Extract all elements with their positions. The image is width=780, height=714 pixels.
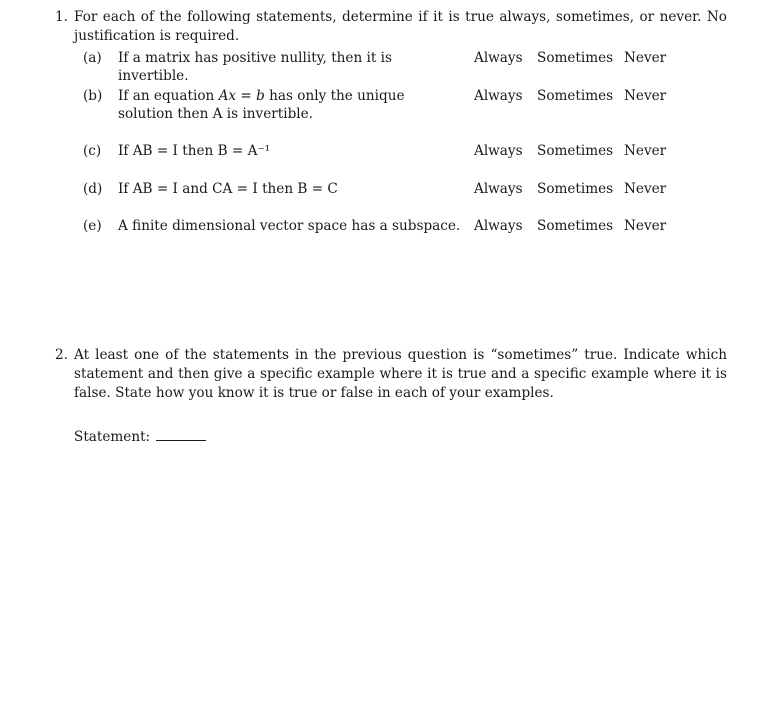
option-never[interactable]: Never <box>624 88 667 104</box>
part-statement: If a matrix has positive nullity, then it is invertible. <box>118 50 392 84</box>
statement-line <box>74 427 206 445</box>
question-2 <box>55 346 727 403</box>
statement-blank[interactable] <box>156 427 206 441</box>
option-never[interactable]: Never <box>624 143 667 159</box>
option-sometimes[interactable]: Sometimes <box>537 218 614 234</box>
statement-math: Ax = b <box>218 88 265 104</box>
part-label: (c) <box>83 143 102 159</box>
part-label: (b) <box>83 88 103 104</box>
option-always[interactable]: Always <box>474 88 523 104</box>
question-2-text: At least one of the statements in the previous question is “sometimes” true. Indicate which statement and then give a specific example where it is true and a specific example where it is false. State how you know it is true or false in each of your examples. <box>74 347 727 401</box>
question-1-text: For each of the following statements, determine if it is true always, sometimes, or never. No justification is required. <box>74 9 727 44</box>
statement-pre: If an equation <box>118 88 219 104</box>
option-always[interactable]: Always <box>474 218 523 234</box>
part-statement <box>118 87 463 123</box>
option-always[interactable]: Always <box>474 181 523 197</box>
option-never[interactable]: Never <box>624 50 667 66</box>
option-sometimes[interactable]: Sometimes <box>537 143 614 159</box>
option-never[interactable]: Never <box>624 181 667 197</box>
option-never[interactable]: Never <box>624 218 667 234</box>
part-label: (a) <box>83 50 102 66</box>
part-statement: If AB = I then B = A⁻¹ <box>118 143 271 159</box>
option-sometimes[interactable]: Sometimes <box>537 50 614 66</box>
part-label: (e) <box>83 218 102 234</box>
statement-post: has only the unique solution then A is invertible. <box>118 88 405 122</box>
option-always[interactable]: Always <box>474 50 523 66</box>
option-sometimes[interactable]: Sometimes <box>537 88 614 104</box>
option-always[interactable]: Always <box>474 143 523 159</box>
part-statement: A finite dimensional vector space has a subspace. <box>118 218 461 234</box>
question-1 <box>55 8 727 46</box>
option-sometimes[interactable]: Sometimes <box>537 181 614 197</box>
part-statement: If AB = I and CA = I then B = C <box>118 181 338 197</box>
part-label: (d) <box>83 181 103 197</box>
statement-label: Statement: <box>74 429 151 445</box>
question-1-number: 1. <box>55 9 68 25</box>
question-2-number: 2. <box>55 347 68 363</box>
